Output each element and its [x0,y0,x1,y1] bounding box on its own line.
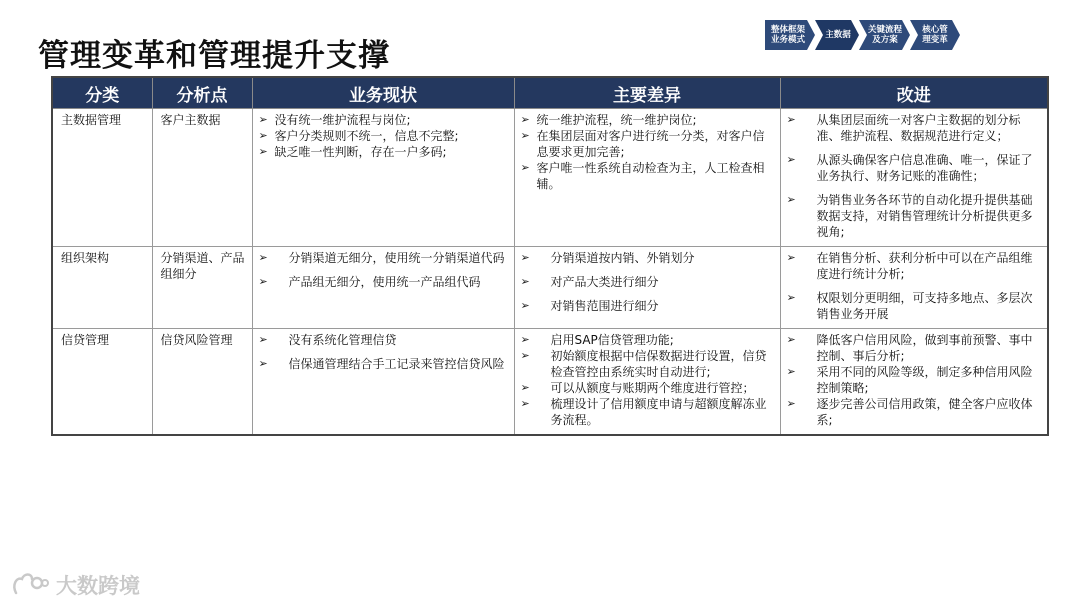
list-item: ➢ 对产品大类进行细分 [520,275,659,289]
cell-point: 分销渠道、产品组细分 [152,247,252,329]
list-item: ➢ 为销售业务各环节的自动化提升提供基础数据支持，对销售管理统计分析提供更多视角; [786,193,1033,239]
header-main-difference: 主要差异 [514,77,780,109]
arrow-bullet-icon: ➢ [520,381,530,394]
cell-diff [514,109,780,247]
cell-diff [514,329,780,436]
list-item: ➢ 启用SAP信贷管理功能; [520,333,674,347]
list-item: ➢ 梳理设计了信用额度申请与超额度解冻业务流程。 [520,397,767,427]
header-business-status: 业务现状 [252,77,514,109]
list-item: ➢ 可以从额度与账期两个维度进行管控； [520,381,755,395]
cell-status [252,247,514,329]
arrow-bullet-icon: ➢ [786,251,796,264]
arrow-bullet-icon: ➢ [258,113,268,126]
list-item: ➢ 在销售分析、获利分析中可以在产品组维度进行统计分析; [786,251,1033,281]
arrow-bullet-icon: ➢ [520,113,530,126]
arrow-bullet-icon: ➢ [786,113,796,126]
arrow-bullet-icon: ➢ [786,193,796,206]
arrow-bullet-icon: ➢ [520,275,530,288]
list-item: ➢ 分销渠道按内销、外销划分 [520,251,695,265]
list-item: ➢ 客户唯一性系统自动检查为主，人工检查相辅。 [520,161,765,191]
list-item: ➢ 客户分类规则不统一，信息不完整; [258,129,459,143]
cell-point: 客户主数据 [152,109,252,247]
table-header-row [52,77,1048,109]
arrow-bullet-icon: ➢ [786,397,796,410]
arrow-bullet-icon: ➢ [520,251,530,264]
cell-point: 信贷风险管理 [152,329,252,436]
list-item: ➢ 采用不同的风险等级，制定多种信用风险控制策略; [786,365,1033,395]
table-row [52,247,1048,329]
list-item: ➢ 从集团层面统一对客户主数据的划分标准、维护流程、数据规范进行定义； [786,113,1021,143]
list-item: ➢ 产品组无细分，使用统一产品组代码 [258,275,481,289]
process-chevrons [765,20,960,50]
cell-category: 主数据管理 [52,109,152,247]
arrow-bullet-icon: ➢ [520,333,530,346]
list-item: ➢ 缺乏唯一性判断，存在一户多码; [258,145,447,159]
list-item: ➢ 信保通管理结合手工记录来管控信贷风险 [258,357,505,371]
cell-status [252,329,514,436]
list-item: ➢ 从源头确保客户信息准确、唯一，保证了业务执行、财务记账的准确性； [786,153,1033,183]
header-analysis-point: 分析点 [152,77,252,109]
table-row [52,329,1048,436]
cell-category: 组织架构 [52,247,152,329]
list-item: ➢ 权限划分更明细，可支持多地点、多层次销售业务开展 [786,291,1033,321]
process-step-key-process: 关键流程 及方案 [867,25,902,45]
arrow-bullet-icon: ➢ [258,145,268,158]
cell-improve [780,109,1048,247]
arrow-bullet-icon: ➢ [520,129,530,142]
process-step-core-management: 核心管 理变革 [922,25,948,45]
cell-category: 信贷管理 [52,329,152,436]
arrow-bullet-icon: ➢ [258,333,268,346]
watermark-text: 大数跨境 [56,574,140,598]
list-item: ➢ 没有统一维护流程与岗位; [258,113,411,127]
arrow-bullet-icon: ➢ [786,291,796,304]
cell-diff [514,247,780,329]
arrow-bullet-icon: ➢ [520,161,530,174]
cell-status [252,109,514,247]
arrow-bullet-icon: ➢ [258,275,268,288]
arrow-bullet-icon: ➢ [520,349,530,362]
process-step-master-data: 主数据 [825,30,851,40]
watermark-logo-icon [10,571,50,599]
page-title: 管理变革和管理提升支撑 [38,38,390,74]
list-item: ➢ 统一维护流程，统一维护岗位; [520,113,697,127]
header-category: 分类 [52,77,152,109]
arrow-bullet-icon: ➢ [786,153,796,166]
list-item: ➢ 逐步完善公司信用政策，健全客户应收体系; [786,397,1033,427]
arrow-bullet-icon: ➢ [258,129,268,142]
arrow-bullet-icon: ➢ [786,333,796,346]
list-item: ➢ 对销售范围进行细分 [520,299,659,313]
list-item: ➢ 降低客户信用风险，做到事前预警、事中控制、事后分析; [786,333,1033,363]
cell-improve [780,247,1048,329]
list-item: ➢ 初始额度根据中信保数据进行设置，信贷检查管控由系统实时自动进行; [520,349,767,379]
list-item: ➢ 分销渠道无细分，使用统一分销渠道代码 [258,251,505,265]
analysis-table [51,76,1049,436]
arrow-bullet-icon: ➢ [520,299,530,312]
arrow-bullet-icon: ➢ [258,357,268,370]
list-item: ➢ 在集团层面对客户进行统一分类，对客户信息要求更加完善; [520,129,765,159]
cell-improve [780,329,1048,436]
process-step-framework: 整体框架 业务模式 [770,25,805,45]
watermark [10,570,140,600]
table-row [52,109,1048,247]
arrow-bullet-icon: ➢ [258,251,268,264]
header-improvement: 改进 [780,77,1048,109]
arrow-bullet-icon: ➢ [520,397,530,410]
arrow-bullet-icon: ➢ [786,365,796,378]
list-item: ➢ 没有系统化管理信贷 [258,333,397,347]
